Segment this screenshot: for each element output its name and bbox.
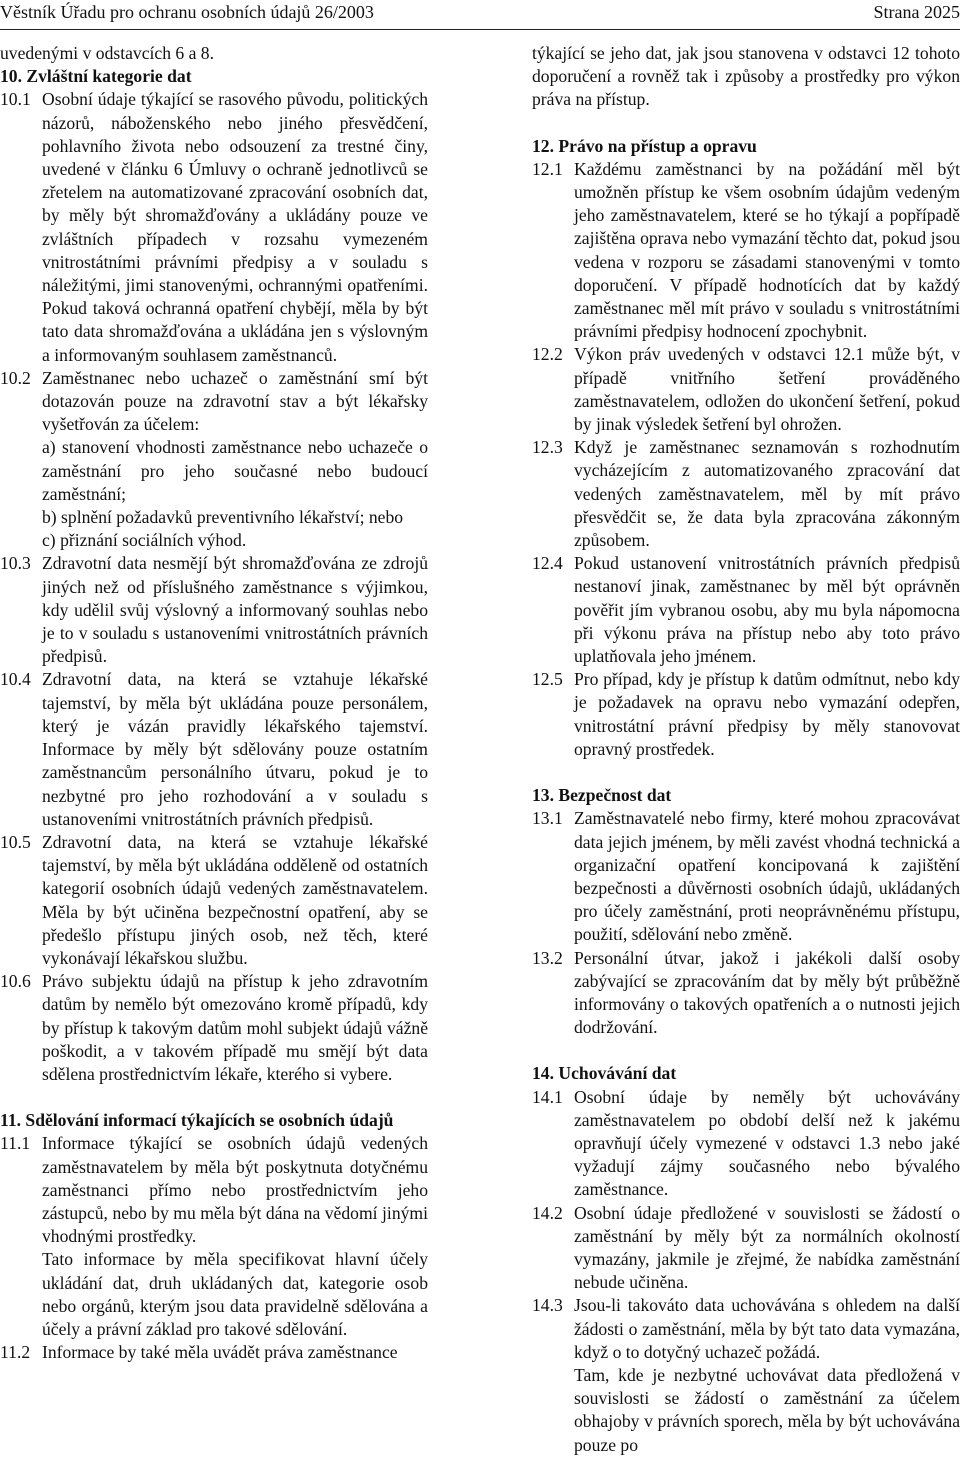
paragraph-number: 12.1 [532, 158, 563, 179]
paragraph-number: 13.2 [532, 947, 563, 968]
page-header [0, 0, 960, 30]
paragraph-number: 12.4 [532, 553, 563, 574]
journal-title: Věstník Úřadu pro ochranu osobních údajů 26/2003 [0, 2, 374, 22]
paragraph-text: Osobní údaje týkající se rasového původu, politických názorů, náboženského nebo jiného přesvědčení, pohlavního života nebo odsouzení za trestné činy, uvedené v článku 6 Úmluvy o ochraně jednotlivců se zřetelem na automatizované zpracování osobních dat, by měly být shromažďovány a ukládány pouze ve zvláštních případech v rozsahu vymezeném vnitrostátními právními předpisy a v souladu s náležitými, jimi stanovenými, ochrannými opatřeními. Pokud taková ochranná opatření chybějí, měla by být tato data shromažďována a ukládána jen s výslovným a informovaným souhlasem zaměstnanců. [42, 89, 428, 365]
paragraph-10-1 [0, 88, 428, 366]
paragraph-number: 14.1 [532, 1086, 563, 1107]
paragraph-number: 11.2 [0, 1342, 31, 1363]
paragraph-text: Pro případ, kdy je přístup k datům odmítnut, nebo kdy je požadavek na opravu nebo vymazání odepřen, vnitrostátní právní předpisy by měly stanovovat opravný prostředek. [574, 669, 960, 759]
page-number: Strana 2025 [873, 2, 960, 22]
paragraph-text: Osobní údaje předložené v souvislosti se žádostí o zaměstnání by měly být za normálních okolností vymazány, jakmile je zřejmé, že nabídka zaměstnání nebude učiněna. [574, 1202, 960, 1293]
paragraph-number: 13.1 [532, 808, 563, 829]
intro-text: uvedenými v odstavcích 6 a 8. [0, 43, 215, 63]
paragraph-number: 14.2 [532, 1202, 563, 1223]
paragraph-11-2 [0, 1341, 428, 1364]
paragraph-13-1 [532, 807, 960, 946]
paragraph-number: 10.3 [0, 553, 31, 574]
paragraph-14-3 [532, 1294, 960, 1364]
paragraph-continuation: Tato informace by měla specifikovat hlavní účely ukládání dat, druh ukládaných dat, kategorie osob nebo orgánů, kterým jsou data pravidelně sdělována a účely a právní základ pro takové sdělování. [42, 1249, 428, 1339]
section-14-title: 14. Uchovávání dat [532, 1063, 677, 1084]
paragraph-text: Každému zaměstnanci by na požádání měl být umožněn přístup ke všem osobním údajům vedeným jeho zaměstnavatelem, které se ho týkají a popřípadě zajištěna oprava nebo vymazání těchto dat, pokud jsou vedena v rozporu se zásadami stanovenými v tomto doporučení. V případě hodnotících dat by každý zaměstnanec měl mít právo v souladu s vnitrostátními právními předpisy hodnocení zpochybnit. [574, 158, 960, 342]
paragraph-10-2 [0, 367, 428, 437]
paragraph-number: 12.2 [532, 344, 563, 365]
paragraph-text: Zdravotní data, na která se vztahuje lékařské tajemství, by měla být ukládána odděleně od ostatních kategorií osobních údajů vedených zaměstnavatelem. Měla by být učiněna bezpečnostní opatření, aby se předešlo přístupu jiných osob, než těch, které vykonávají lékařskou službu. [42, 831, 428, 968]
paragraph-number: 11.1 [0, 1133, 31, 1154]
paragraph-text: Zaměstnavatelé nebo firmy, které mohou zpracovávat data jejich jménem, by měli zavést vhodná technická a organizační opatření koncipovaná k zajištění bezpečnosti a důvěrnosti osobních údajů, ukládaných pro účely zaměstnání, proti neoprávněnému přístupu, použití, sdělování nebo změně. [574, 808, 960, 945]
paragraph-number: 12.3 [532, 437, 563, 458]
paragraph-text: Zdravotní data, na která se vztahuje lékařské tajemství, by měla být ukládána pouze personálem, který je vázán pravidly lékařského tajemství. Informace by měly být sdělovány pouze ostatním zaměstnancům personálního útvaru, pokud je to nezbytné pro jeho rozhodování a v souladu s ustanoveními vnitrostátních právních předpisů. [42, 669, 428, 829]
continuation-text: týkající se jeho dat, jak jsou stanovena v odstavci 12 tohoto doporučení a rovněž tak i způsoby a prostředky pro výkon práva na přístup. [532, 43, 960, 110]
paragraph-13-2 [532, 947, 960, 1040]
paragraph-number: 10.1 [0, 89, 31, 110]
paragraph-12-5 [532, 668, 960, 761]
list-item-c: c) přiznání sociálních výhod. [42, 530, 247, 551]
paragraph-text: Zdravotní data nesmějí být shromažďována ze zdrojů jiných než od příslušného zaměstnance s výjimkou, kdy udělil svůj výslovný a informovaný souhlas nebo je to v souladu s ustanoveními vnitrostátních právních předpisů. [42, 553, 428, 667]
paragraph-text: Když je zaměstnanec seznamován s rozhodnutím vycházejícím z automatizovaného zpracování dat vedených zaměstnavatelem, měl by mít právo přesvědčit se, že data byla zpracována zákonným způsobem. [574, 437, 960, 551]
left-column [0, 42, 428, 1364]
paragraph-12-4 [532, 552, 960, 668]
paragraph-12-3 [532, 436, 960, 552]
paragraph-12-1 [532, 158, 960, 344]
paragraph-10-3 [0, 552, 428, 668]
paragraph-text: Personální útvar, jakož i jakékoli další osoby zabývající se zpracováním dat by měly být průběžně informovány o takových opatřeních a o nutnosti jejich dodržování. [574, 947, 960, 1038]
paragraph-10-5 [0, 831, 428, 970]
paragraph-text: Pokud ustanovení vnitrostátních právních předpisů nestanoví jinak, zaměstnanec by měl být oprávněn pověřit jím vybranou osobu, aby mu byla nápomocna při výkonu práva na přístup nebo aby toto právo uplatňovala jeho jménem. [574, 553, 960, 667]
section-10-title: 10. Zvláštní kategorie dat [0, 66, 192, 87]
paragraph-number: 14.3 [532, 1295, 563, 1316]
paragraph-10-4 [0, 668, 428, 830]
paragraph-number: 12.5 [532, 669, 563, 690]
paragraph-text: Jsou-li takováto data uchovávána s ohledem na další žádosti o zaměstnání, měla by být tato data vymazána, když o to dotyčný uchazeč požádá. [574, 1295, 960, 1362]
paragraph-number: 10.5 [0, 831, 31, 852]
list-item-b: b) splnění požadavků preventivního lékařství; nebo [42, 507, 404, 528]
paragraph-number: 10.4 [0, 669, 31, 690]
section-13-title: 13. Bezpečnost dat [532, 785, 672, 806]
paragraph-text: Zaměstnanec nebo uchazeč o zaměstnání smí být dotazován pouze na zdravotní stav a být lékařsky vyšetřován za účelem: [42, 367, 428, 435]
section-12-title: 12. Právo na přístup a opravu [532, 135, 757, 156]
list-item-a: a) stanovení vhodnosti zaměstnance nebo uchazeče o zaměstnání pro jeho současné nebo budoucí zaměstnání; [42, 437, 428, 504]
paragraph-14-1 [532, 1086, 960, 1202]
paragraph-11-1 [0, 1132, 428, 1248]
paragraph-12-2 [532, 343, 960, 436]
right-column [532, 42, 960, 1457]
paragraph-text: Informace týkající se osobních údajů vedených zaměstnavatelem by měla být poskytnuta dotyčnému zaměstnanci přímo nebo prostřednictvím jeho zástupců, nebo by mu měla být dána na vědomí jinými vhodnými prostředky. [42, 1133, 428, 1247]
paragraph-number: 10.6 [0, 971, 31, 992]
paragraph-14-2 [532, 1202, 960, 1295]
paragraph-text: Výkon práv uvedených v odstavci 12.1 může být, v případě vnitřního šetření prováděného zaměstnavatelem, odložen do ukončení šetření, pokud by jinak výsledek šetření byl ohrožen. [574, 344, 960, 435]
paragraph-number: 10.2 [0, 367, 31, 388]
paragraph-text: Informace by také měla uvádět práva zaměstnance [42, 1342, 398, 1363]
section-11-title: 11. Sdělování informací týkajících se osobních údajů [0, 1110, 394, 1131]
paragraph-text: Právo subjektu údajů na přístup k jeho zdravotním datům by nemělo být omezováno kromě případů, kdy by přístup k takovým datům mohl subjekt údajů vážně poškodit, a v takovém případě mu smějí být data sdělena prostřednictvím lékaře, kterého si vybere. [42, 971, 428, 1084]
paragraph-10-6 [0, 970, 428, 1086]
paragraph-continuation: Tam, kde je nezbytné uchovávat data předložená v souvislosti se žádostí o zaměstnání za účelem obhajoby v právních sporech, měla by být uchovávána pouze po [574, 1364, 960, 1455]
paragraph-text: Osobní údaje by neměly být uchovávány zaměstnavatelem po období delší než k jakému opravňují účely vymezené v odstavci 1.3 nebo jaké vyžadují zájmy současného nebo bývalého zaměstnance. [574, 1086, 960, 1200]
